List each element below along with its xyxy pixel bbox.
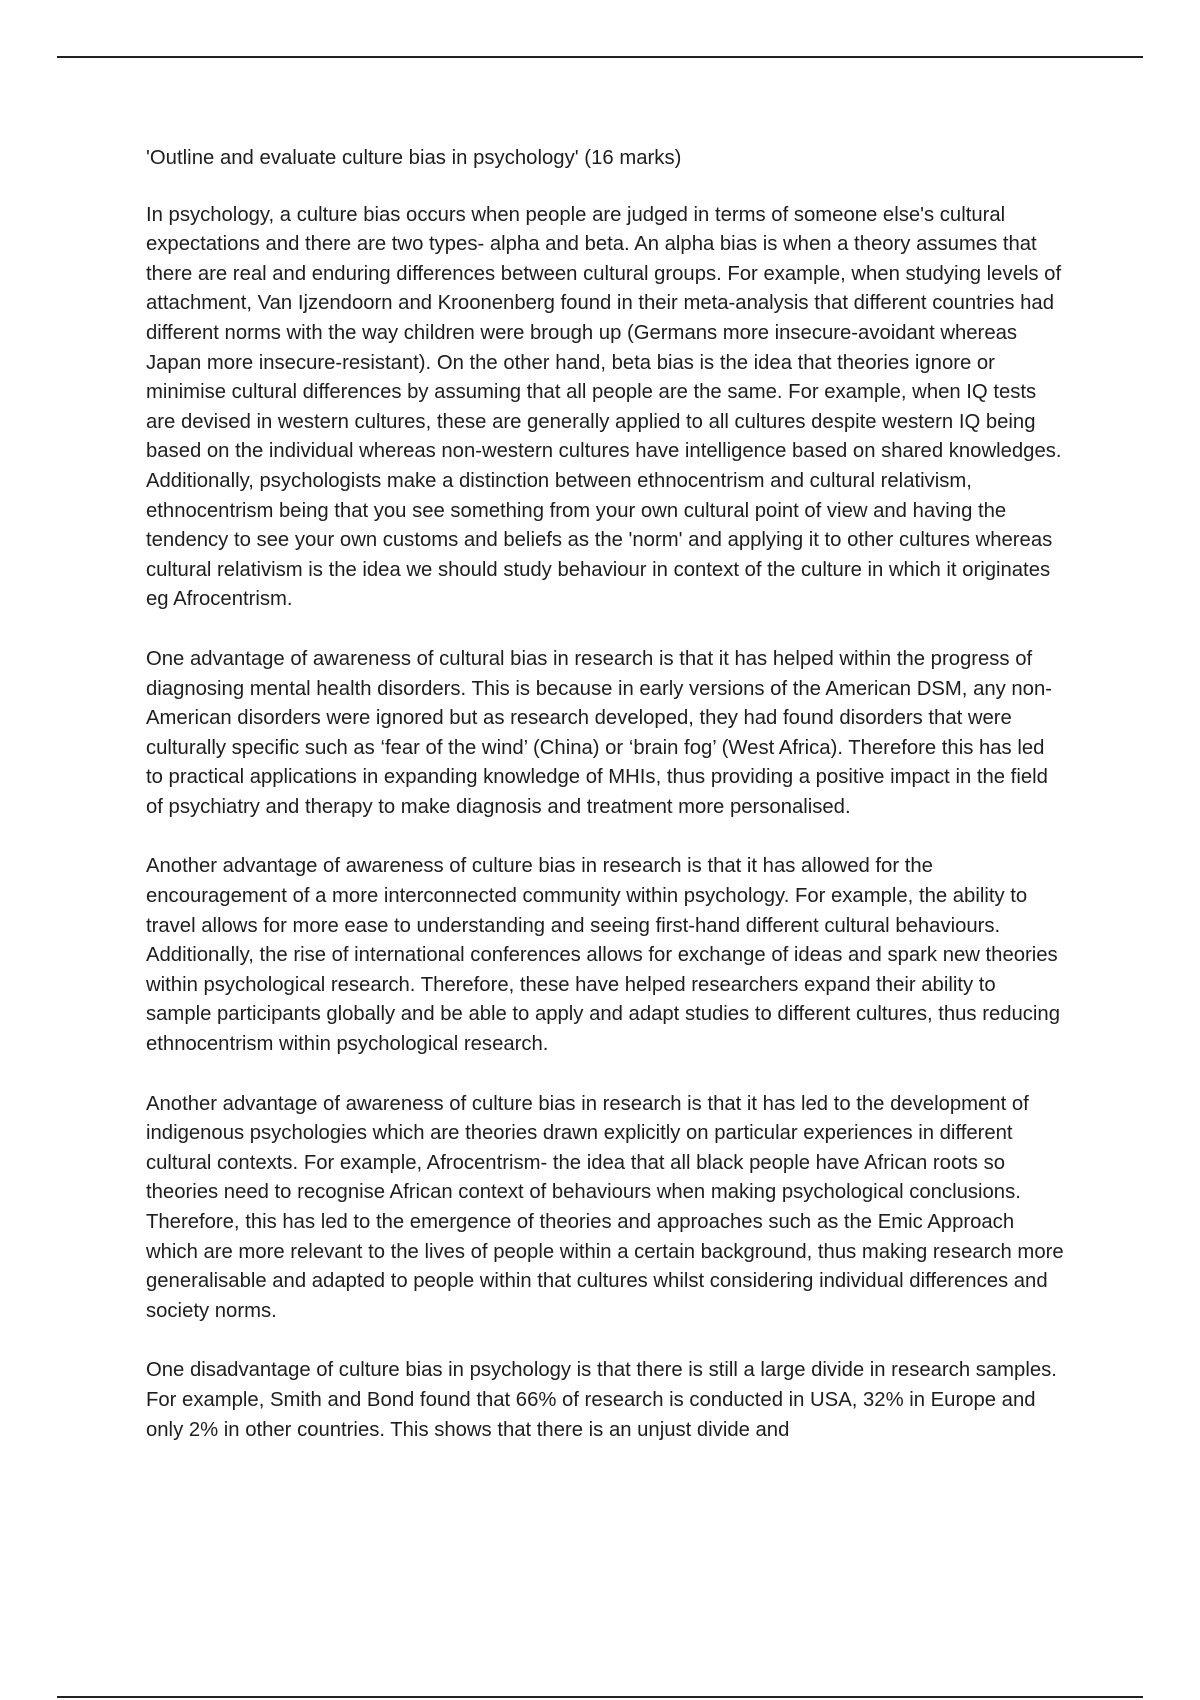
paragraph-disadvantage-samples: One disadvantage of culture bias in psychology is that there is still a large divide in research samples. For example, Smith and Bond found that 66% of research is conducted in USA, 32% in Europe and only 2% in other countries. This shows that there is an unjust divide and [146,1359,1057,1441]
paragraph-culture-bias-definition: In psychology, a culture bias occurs when people are judged in terms of someone else's cultural expectations and there are two types- alpha and beta. An alpha bias is when a theory assumes that there are real and enduring differences between cultural groups. For example, when studying levels of attachment, Van Ijzendoorn and Kroonenberg found in their meta-analysis that different countries had different norms with the way children were brough up (Germans more insecure-avoidant whereas Japan more insecure-resistant). On the other hand, beta bias is the idea that theories ignore or minimise cultural differences by assuming that all people are the same. For example, when IQ tests are devised in western cultures, these are generally applied to all cultures despite western IQ being based on the individual whereas non-western cultures have intelligence based on shared knowledges. Additionally, psychologists make a distinction between ethnocentrism and cultural relativism, ethnocentrism being that you see something from your own cultural point of view and having the tendency to see your own customs and beliefs as the 'norm' and applying it to other cultures whereas cultural relativism is the idea we should study behaviour in context of the culture in which it originates eg Afrocentrism. [146,203,1062,611]
paragraph-advantage-community: Another advantage of awareness of culture bias in research is that it has allowed for the encouragement of a more interconnected community within psychology. For example, the ability to travel allows for more ease to understanding and seeing first-hand different cultural behaviours. Additionally, the rise of international conferences allows for exchange of ideas and spark new theories within psychological research. Therefore, these have helped researchers expand their ability to sample participants globally and be able to apply and adapt studies to different cultures, thus reducing ethnocentrism within psychological research. [146,855,1060,1056]
paragraph-advantage-diagnosis: One advantage of awareness of cultural bias in research is that it has helped within the progress of diagnosing mental health disorders. This is because in early versions of the American DSM, any non-American disorders were ignored but as research developed, they had found disorders that were culturally specific such as ‘fear of the wind’ (China) or ‘brain fog’ (West Africa). Therefore this has led to practical applications in expanding knowledge of MHIs, thus providing a positive impact in the field of psychiatry and therapy to make diagnosis and treatment more personalised. [146,647,1052,818]
header-rule [57,56,1143,58]
paragraph-advantage-indigenous: Another advantage of awareness of culture bias in research is that it has led to the development of indigenous psychologies which are theories drawn explicitly on particular experiences in different cultural contexts. For example, Afrocentrism- the idea that all black people have African roots so theories need to recognise African context of behaviours when making psychological conclusions. Therefore, this has led to the emergence of theories and approaches such as the Emic Approach which are more relevant to the lives of people within a certain background, thus making research more generalisable and adapted to people within that cultures whilst considering individual differences and society norms. [146,1092,1064,1322]
essay-title: 'Outline and evaluate culture bias in psychology' (16 marks) [146,147,682,169]
document-body [146,144,1066,1475]
footer-rule [57,1696,1143,1698]
